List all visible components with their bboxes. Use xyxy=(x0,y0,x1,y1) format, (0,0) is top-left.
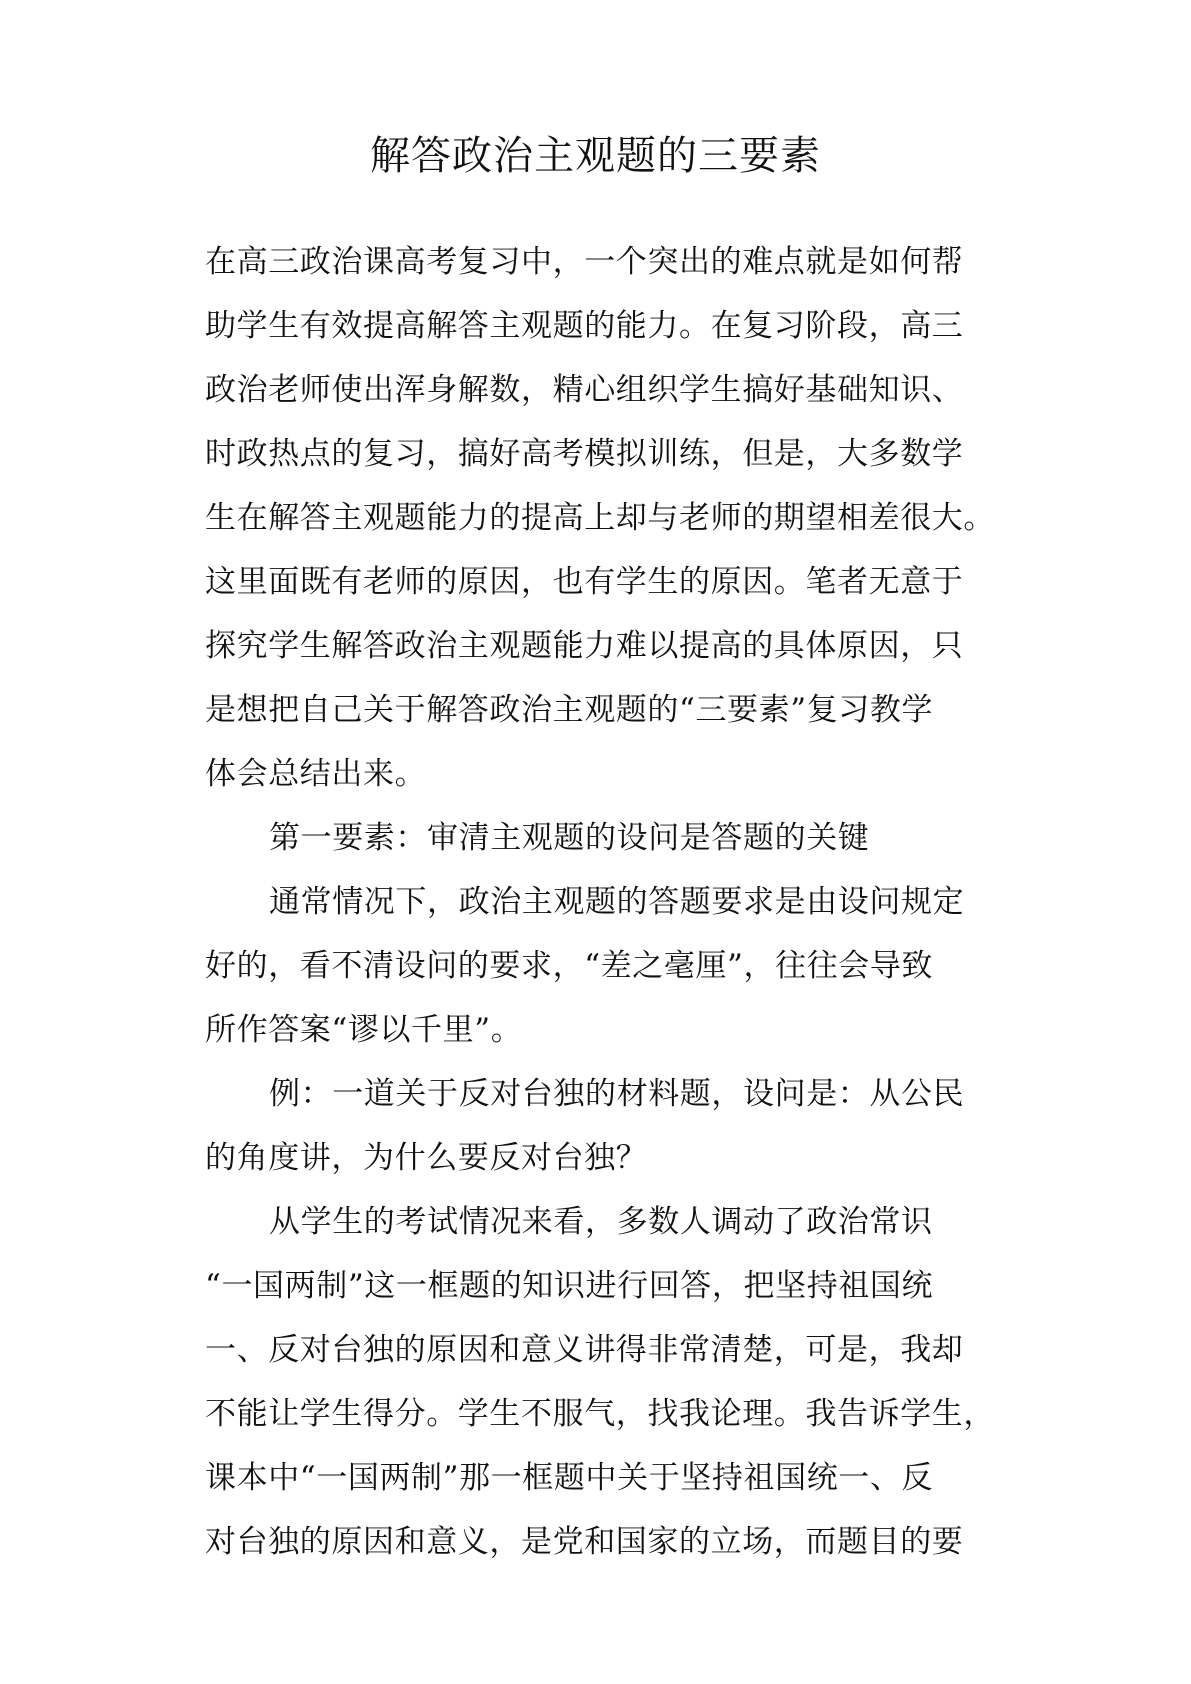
body-line: 例：一道关于反对台独的材料题，设问是：从公民 xyxy=(269,1076,965,1112)
body-line: 好的，看不清设问的要求，“差之毫厘”，往往会导致 xyxy=(205,948,934,984)
body-line: 政治老师使出浑身解数，精心组织学生搞好基础知识、 xyxy=(205,372,964,408)
section-heading: 第一要素：审清主观题的设问是答题的关键 xyxy=(269,820,870,856)
body-line: 是想把自己关于解答政治主观题的“三要素”复习教学 xyxy=(205,692,934,728)
body-line: 对台独的原因和意义，是党和国家的立场，而题目的要 xyxy=(205,1524,964,1560)
document-body xyxy=(205,230,1025,1574)
body-line: 在高三政治课高考复习中，一个突出的难点就是如何帮 xyxy=(205,244,964,280)
body-line: 一、反对台独的原因和意义讲得非常清楚，可是，我却 xyxy=(205,1332,964,1368)
body-line: 的角度讲，为什么要反对台独？ xyxy=(205,1140,648,1176)
body-line: 探究学生解答政治主观题能力难以提高的具体原因，只 xyxy=(205,628,964,664)
body-line: “一国两制”这一框题的知识进行回答，把坚持祖国统 xyxy=(205,1268,934,1304)
body-line: 课本中“一国两制”那一框题中关于坚持祖国统一、反 xyxy=(205,1460,934,1496)
body-line: 从学生的考试情况来看，多数人调动了政治常识 xyxy=(269,1204,933,1240)
document-title: 解答政治主观题的三要素 xyxy=(370,133,821,179)
body-line: 体会总结出来。 xyxy=(205,756,427,792)
body-line: 生在解答主观题能力的提高上却与老师的期望相差很大。 xyxy=(205,500,995,536)
body-line: 这里面既有老师的原因，也有学生的原因。笔者无意于 xyxy=(205,564,964,600)
body-line: 时政热点的复习，搞好高考模拟训练，但是，大多数学 xyxy=(205,436,964,472)
body-line: 不能让学生得分。学生不服气，找我论理。我告诉学生， xyxy=(205,1396,995,1432)
body-line: 助学生有效提高解答主观题的能力。在复习阶段，高三 xyxy=(205,308,964,344)
body-line: 所作答案“谬以千里”。 xyxy=(205,1012,523,1048)
body-line: 通常情况下，政治主观题的答题要求是由设问规定 xyxy=(269,884,965,920)
